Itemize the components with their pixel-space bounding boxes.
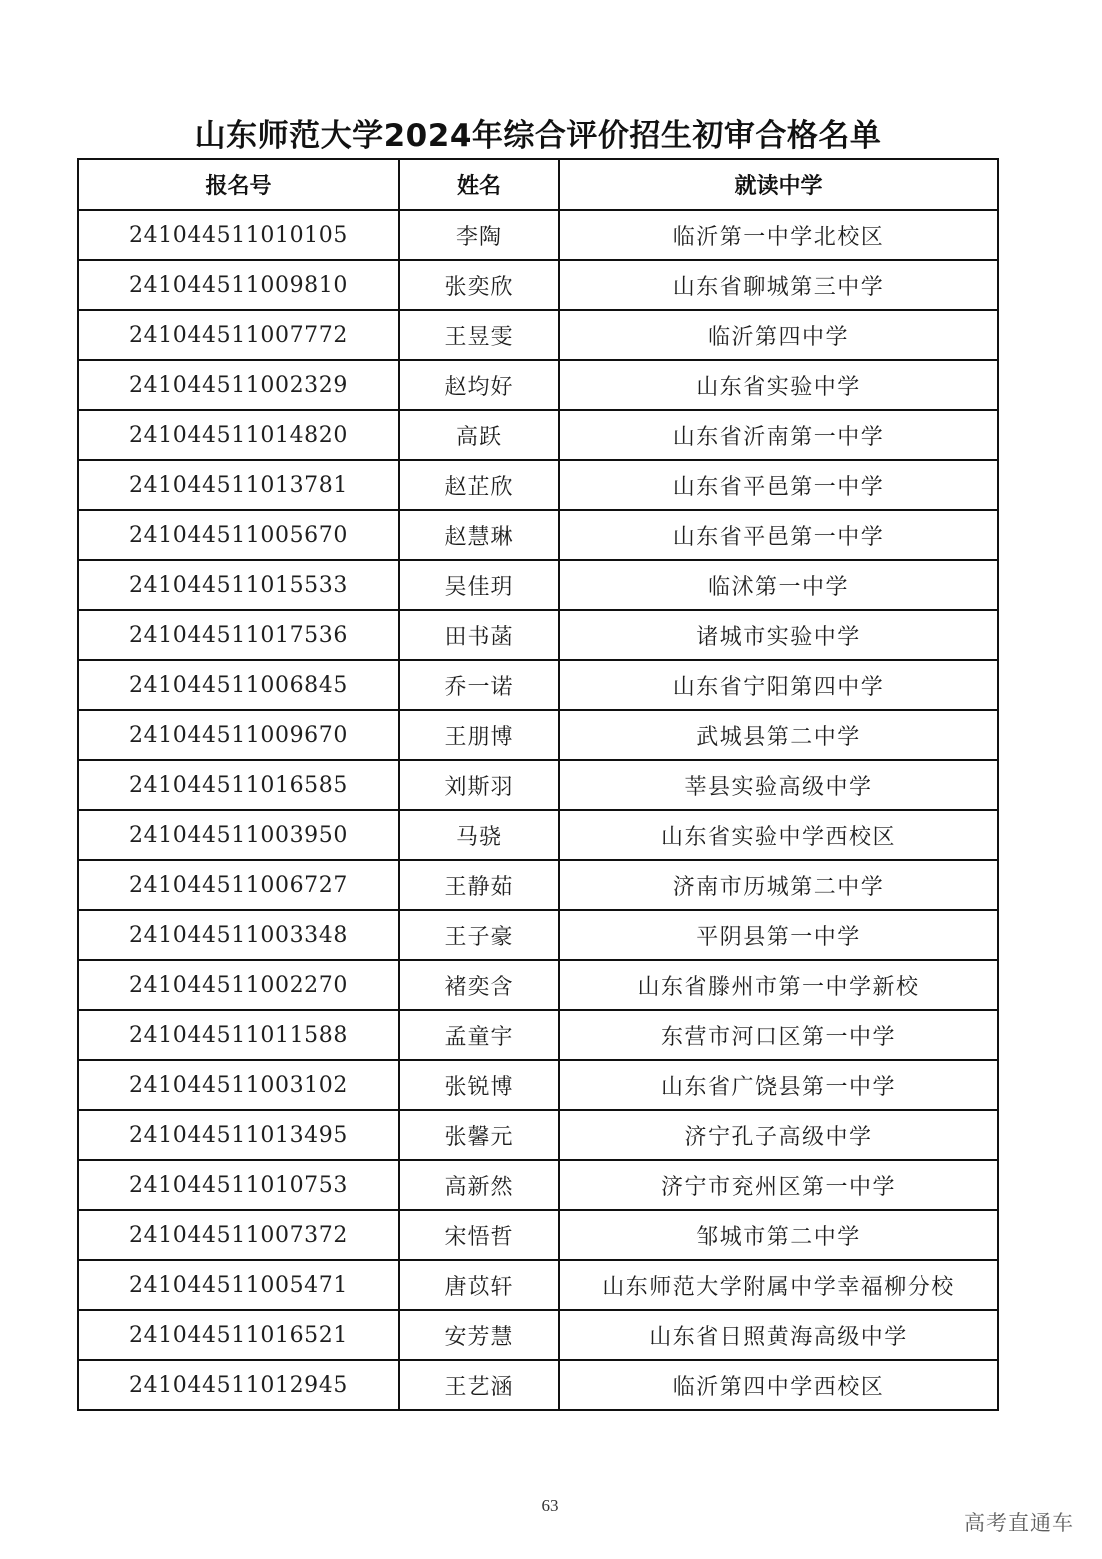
table-row	[78, 910, 998, 960]
registration-number-cell: 241044511010753	[78, 1160, 399, 1210]
student-name-cell: 赵慧琳	[399, 510, 559, 560]
table-row	[78, 310, 998, 360]
registration-number-cell: 241044511005670	[78, 510, 399, 560]
school-name-cell: 山东省宁阳第四中学	[559, 660, 998, 710]
table-row	[78, 660, 998, 710]
student-name-cell: 田书菡	[399, 610, 559, 660]
student-name-cell: 褚奕含	[399, 960, 559, 1010]
table-row	[78, 1360, 998, 1410]
table-body	[78, 210, 998, 1410]
school-name-cell: 山东省聊城第三中学	[559, 260, 998, 310]
registration-number-cell: 241044511003950	[78, 810, 399, 860]
table-row	[78, 410, 998, 460]
student-name-cell: 安芳慧	[399, 1310, 559, 1360]
school-name-cell: 山东省平邑第一中学	[559, 460, 998, 510]
registration-number-cell: 241044511013781	[78, 460, 399, 510]
table-row	[78, 1110, 998, 1160]
table-row	[78, 1260, 998, 1310]
registration-number-cell: 241044511011588	[78, 1010, 399, 1060]
registration-number-cell: 241044511012945	[78, 1360, 399, 1410]
school-name-cell: 山东省实验中学	[559, 360, 998, 410]
school-name-cell: 临沂第四中学西校区	[559, 1360, 998, 1410]
table-row	[78, 960, 998, 1010]
table-row	[78, 1310, 998, 1360]
school-name-cell: 临沂第四中学	[559, 310, 998, 360]
student-name-cell: 李陶	[399, 210, 559, 260]
student-name-cell: 高跃	[399, 410, 559, 460]
table-row	[78, 210, 998, 260]
registration-number-cell: 241044511010105	[78, 210, 399, 260]
table-row	[78, 1160, 998, 1210]
school-name-cell: 临沂第一中学北校区	[559, 210, 998, 260]
student-name-cell: 刘斯羽	[399, 760, 559, 810]
student-name-cell: 乔一诺	[399, 660, 559, 710]
school-name-cell: 东营市河口区第一中学	[559, 1010, 998, 1060]
school-name-cell: 山东省日照黄海高级中学	[559, 1310, 998, 1360]
school-name-cell: 邹城市第二中学	[559, 1210, 998, 1260]
registration-number-cell: 241044511013495	[78, 1110, 399, 1160]
school-name-cell: 济宁市兖州区第一中学	[559, 1160, 998, 1210]
page-number: 63	[541, 1496, 559, 1515]
document-title: 山东师范大学2024年综合评价招生初审合格名单	[194, 118, 882, 154]
student-name-cell: 马骁	[399, 810, 559, 860]
column-header-registration-number: 报名号	[78, 159, 399, 210]
registration-number-cell: 241044511016521	[78, 1310, 399, 1360]
registration-number-cell: 241044511009670	[78, 710, 399, 760]
student-name-cell: 高新然	[399, 1160, 559, 1210]
registration-number-cell: 241044511007372	[78, 1210, 399, 1260]
school-name-cell: 山东省实验中学西校区	[559, 810, 998, 860]
registration-number-cell: 241044511003348	[78, 910, 399, 960]
registration-number-cell: 241044511015533	[78, 560, 399, 610]
registration-number-cell: 241044511006727	[78, 860, 399, 910]
column-header-school: 就读中学	[559, 159, 998, 210]
table-row	[78, 860, 998, 910]
student-name-cell: 赵芷欣	[399, 460, 559, 510]
school-name-cell: 山东省沂南第一中学	[559, 410, 998, 460]
school-name-cell: 济南市历城第二中学	[559, 860, 998, 910]
table-row	[78, 810, 998, 860]
student-name-cell: 赵均好	[399, 360, 559, 410]
table-header-row	[78, 159, 998, 210]
registration-number-cell: 241044511002329	[78, 360, 399, 410]
table-row	[78, 560, 998, 610]
school-name-cell: 山东省平邑第一中学	[559, 510, 998, 560]
table-row	[78, 510, 998, 560]
registration-number-cell: 241044511005471	[78, 1260, 399, 1310]
student-name-cell: 王子豪	[399, 910, 559, 960]
table-row	[78, 1210, 998, 1260]
student-name-cell: 吴佳玥	[399, 560, 559, 610]
registration-number-cell: 241044511007772	[78, 310, 399, 360]
column-header-name: 姓名	[399, 159, 559, 210]
school-name-cell: 山东省滕州市第一中学新校	[559, 960, 998, 1010]
registration-number-cell: 241044511014820	[78, 410, 399, 460]
student-name-cell: 王朋博	[399, 710, 559, 760]
student-name-cell: 孟童宇	[399, 1010, 559, 1060]
school-name-cell: 平阴县第一中学	[559, 910, 998, 960]
table-row	[78, 710, 998, 760]
student-name-cell: 王静茹	[399, 860, 559, 910]
table-row	[78, 260, 998, 310]
table-row	[78, 460, 998, 510]
student-name-cell: 王艺涵	[399, 1360, 559, 1410]
student-name-cell: 宋悟哲	[399, 1210, 559, 1260]
school-name-cell: 山东师范大学附属中学幸福柳分校	[559, 1260, 998, 1310]
student-name-cell: 王昱雯	[399, 310, 559, 360]
school-name-cell: 诸城市实验中学	[559, 610, 998, 660]
table-row	[78, 760, 998, 810]
admission-list-table	[77, 158, 999, 1411]
school-name-cell: 济宁孔子高级中学	[559, 1110, 998, 1160]
source-watermark: 高考直通车	[964, 1511, 1074, 1535]
table-row	[78, 610, 998, 660]
table-row	[78, 1060, 998, 1110]
student-name-cell: 张奕欣	[399, 260, 559, 310]
student-name-cell: 张馨元	[399, 1110, 559, 1160]
registration-number-cell: 241044511003102	[78, 1060, 399, 1110]
registration-number-cell: 241044511002270	[78, 960, 399, 1010]
student-name-cell: 唐苡轩	[399, 1260, 559, 1310]
registration-number-cell: 241044511009810	[78, 260, 399, 310]
registration-number-cell: 241044511016585	[78, 760, 399, 810]
registration-number-cell: 241044511017536	[78, 610, 399, 660]
school-name-cell: 莘县实验高级中学	[559, 760, 998, 810]
school-name-cell: 临沭第一中学	[559, 560, 998, 610]
registration-number-cell: 241044511006845	[78, 660, 399, 710]
school-name-cell: 山东省广饶县第一中学	[559, 1060, 998, 1110]
student-name-cell: 张锐博	[399, 1060, 559, 1110]
school-name-cell: 武城县第二中学	[559, 710, 998, 760]
table-row	[78, 360, 998, 410]
table-row	[78, 1010, 998, 1060]
